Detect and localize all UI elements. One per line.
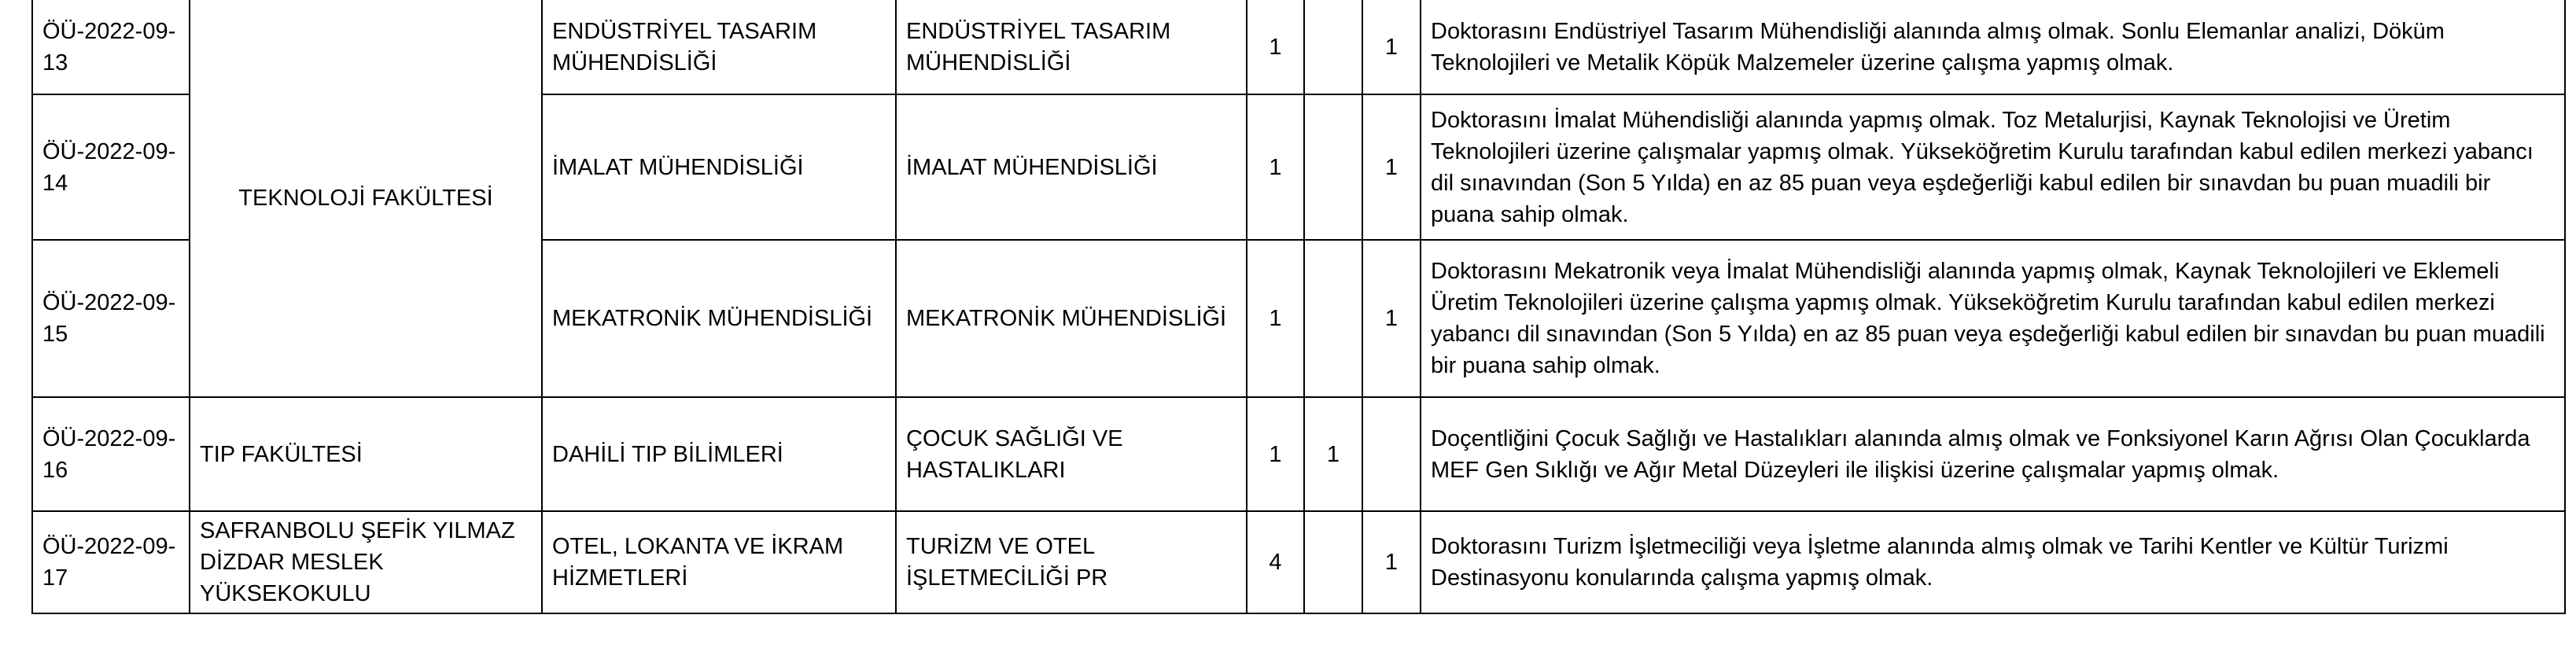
department-name: İMALAT MÜHENDİSLİĞİ xyxy=(552,154,804,180)
col3-cell xyxy=(1362,397,1421,511)
program-name: ENDÜSTRİYEL TASARIM MÜHENDİSLİĞİ xyxy=(906,18,1171,75)
col2-cell xyxy=(1304,240,1362,397)
col2-value: 1 xyxy=(1326,441,1340,467)
requirement-cell xyxy=(1421,397,2565,511)
table-row xyxy=(32,511,2565,613)
program-cell xyxy=(896,94,1247,240)
position-code-cell xyxy=(32,397,190,511)
requirement-text: Doktorasını Endüstriyel Tasarım Mühendisliği alanında almış olmak. Sonlu Elemanlar analizi, Döküm Teknolojileri ve Metalik Köpük Malzemeler üzerine çalışma yapmış olmak. xyxy=(1431,18,2445,75)
program-name: MEKATRONİK MÜHENDİSLİĞİ xyxy=(906,306,1227,331)
table-row xyxy=(32,0,2565,94)
col2-cell xyxy=(1304,94,1362,240)
department-cell xyxy=(542,397,896,511)
program-cell xyxy=(896,511,1247,613)
program-name: İMALAT MÜHENDİSLİĞİ xyxy=(906,154,1158,180)
requirement-cell xyxy=(1421,511,2565,613)
department-name: OTEL, LOKANTA VE İKRAM HİZMETLERİ xyxy=(552,534,844,591)
position-code: ÖÜ-2022-09-17 xyxy=(42,534,176,591)
requirement-text: Doçentliğini Çocuk Sağlığı ve Hastalıkları alanında almış olmak ve Fonksiyonel Karın Ağrısı Olan Çocuklarda MEF Gen Sıklığı ve Ağır Metal Düzeyleri ile ilişkisi üzerine çalışmalar yapmış olmak. xyxy=(1431,425,2530,483)
count-value: 1 xyxy=(1269,441,1282,467)
position-code: ÖÜ-2022-09-14 xyxy=(42,138,176,196)
faculty-cell xyxy=(190,0,542,397)
position-code-cell xyxy=(32,240,190,397)
department-cell xyxy=(542,0,896,94)
faculty-name: TEKNOLOJİ FAKÜLTESİ xyxy=(238,186,493,211)
department-name: MEKATRONİK MÜHENDİSLİĞİ xyxy=(552,306,873,331)
count-cell xyxy=(1247,397,1304,511)
program-cell xyxy=(896,0,1247,94)
col3-cell xyxy=(1362,511,1421,613)
position-code-cell xyxy=(32,0,190,94)
col3-cell xyxy=(1362,94,1421,240)
position-table xyxy=(31,0,2566,614)
count-value: 4 xyxy=(1269,550,1282,575)
col3-value: 1 xyxy=(1384,34,1399,60)
position-code: ÖÜ-2022-09-15 xyxy=(42,290,176,347)
table-row xyxy=(32,397,2565,511)
program-name: ÇOCUK SAĞLIĞI VE HASTALIKLARI xyxy=(906,425,1123,483)
position-code-cell xyxy=(32,511,190,613)
col2-cell xyxy=(1304,0,1362,94)
faculty-cell xyxy=(190,397,542,511)
count-cell xyxy=(1247,0,1304,94)
requirement-text: Doktorasını İmalat Mühendisliği alanında yapmış olmak. Toz Metalurjisi, Kaynak Teknolojisi ve Üretim Teknolojileri üzerine çalışmalar yapmış olmak. Yükseköğretim Kurulu tarafından kabul edilen merkezi yabancı dil sınavından (Son 5 Yılda) en az 85 puan veya eşdeğerliği kabul edilen bir sınavdan bu puan muadili bir puana sahip olmak. xyxy=(1431,107,2534,227)
count-cell xyxy=(1247,240,1304,397)
count-value: 1 xyxy=(1269,306,1282,331)
faculty-name: TIP FAKÜLTESİ xyxy=(200,441,363,467)
department-cell xyxy=(542,511,896,613)
col3-value: 1 xyxy=(1384,306,1399,331)
col3-cell xyxy=(1362,240,1421,397)
col3-value: 1 xyxy=(1384,550,1399,575)
col2-cell xyxy=(1304,397,1362,511)
count-cell xyxy=(1247,511,1304,613)
count-cell xyxy=(1247,94,1304,240)
col3-value: 1 xyxy=(1384,154,1399,180)
count-value: 1 xyxy=(1269,34,1282,60)
requirement-cell xyxy=(1421,240,2565,397)
program-cell xyxy=(896,397,1247,511)
requirement-cell xyxy=(1421,94,2565,240)
position-code: ÖÜ-2022-09-16 xyxy=(42,425,176,483)
faculty-name: SAFRANBOLU ŞEFİK YILMAZ DİZDAR MESLEK YÜKSEKOKULU xyxy=(200,518,515,606)
program-name: TURİZM VE OTEL İŞLETMECİLİĞİ PR xyxy=(906,534,1108,591)
position-code: ÖÜ-2022-09-13 xyxy=(42,18,176,75)
requirement-text: Doktorasını Turizm İşletmeciliği veya İşletme alanında almış olmak ve Tarihi Kentler ve Kültür Turizmi Destinasyonu konularında çalışma yapmış olmak. xyxy=(1431,534,2449,591)
position-code-cell xyxy=(32,94,190,240)
col2-cell xyxy=(1304,511,1362,613)
department-cell xyxy=(542,94,896,240)
col3-cell xyxy=(1362,0,1421,94)
faculty-cell xyxy=(190,511,542,613)
department-name: ENDÜSTRİYEL TASARIM MÜHENDİSLİĞİ xyxy=(552,18,817,75)
department-cell xyxy=(542,240,896,397)
program-cell xyxy=(896,240,1247,397)
requirement-cell xyxy=(1421,0,2565,94)
requirement-text: Doktorasını Mekatronik veya İmalat Mühendisliği alanında yapmış olmak, Kaynak Teknolojileri ve Eklemeli Üretim Teknolojileri üzerine çalışma yapmış olmak. Yükseköğretim Kurulu tarafından kabul edilen merkezi yabancı dil sınavından (Son 5 Yılda) en az 85 puan veya eşdeğerliği kabul edilen bir sınavdan bu puan muadili bir puana sahip olmak. xyxy=(1431,259,2545,378)
department-name: DAHİLİ TIP BİLİMLERİ xyxy=(552,441,783,467)
count-value: 1 xyxy=(1269,154,1282,180)
